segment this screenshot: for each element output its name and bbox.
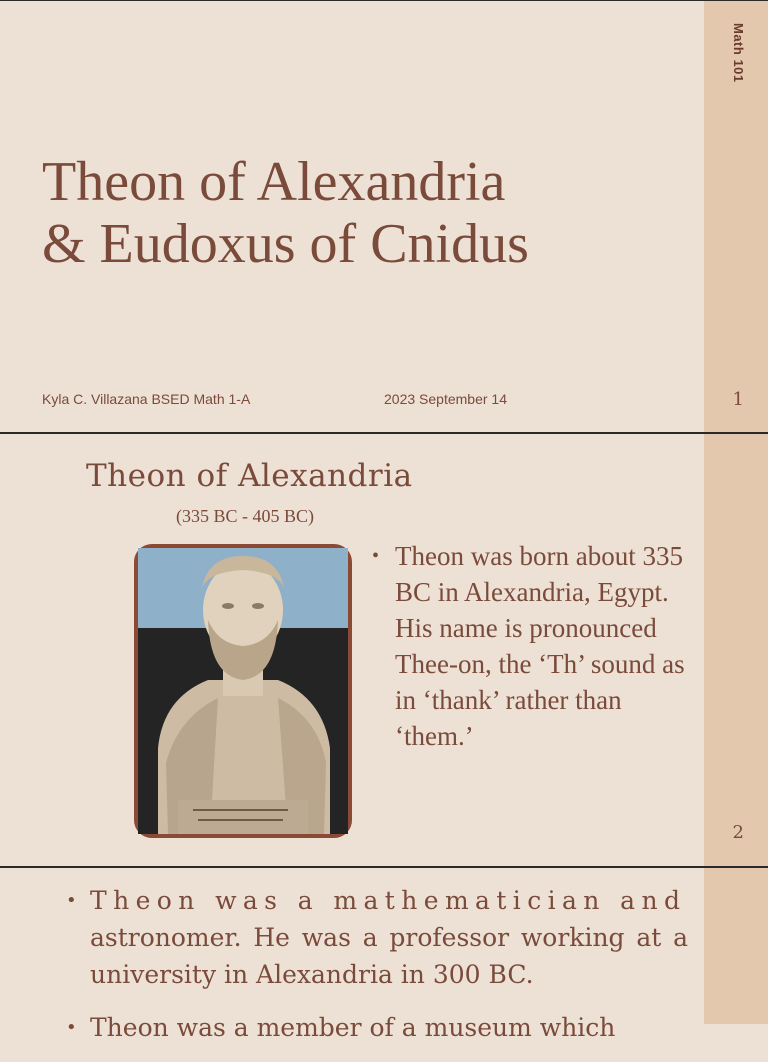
course-label: Math 101 (731, 23, 746, 83)
theon-bust-image (134, 544, 352, 838)
life-dates: (335 BC - 405 BC) (176, 506, 315, 526)
bust-illustration (138, 548, 348, 834)
slide-sidebar (704, 868, 768, 1024)
slide-heading: Theon of Alexandria (86, 458, 413, 494)
slide-sidebar (704, 434, 768, 866)
slide-2 (0, 432, 768, 866)
bullet-item (66, 882, 688, 993)
page-number: 2 (732, 822, 744, 843)
bullet-item: • Theon was born about 335 BC in Alexandria, Egypt. His name is pronounced Thee-on, the ‘Th’ sound as in ‘thank’ rather than ‘them.’ (372, 538, 692, 754)
presentation-title (42, 151, 692, 275)
slide-3 (0, 866, 768, 1042)
bullet-list (66, 882, 688, 1062)
bullet-item: • Theon was a member of a museum which (66, 1009, 688, 1046)
presentation-date: 2023 September 14 (384, 391, 507, 407)
title-line-1: Theon of Alexandria (42, 151, 506, 213)
bullet-first-line: Theon was a mathematician and (90, 886, 687, 915)
author-name: Kyla C. Villazana BSED Math 1-A (42, 391, 251, 407)
page-number: 1 (732, 389, 744, 410)
bullet-continuation: astronomer. He was a professor working at a university in Alexandria in 300 BC. (90, 923, 688, 989)
title-line-2: & Eudoxus of Cnidus (42, 213, 529, 275)
slide-1 (0, 0, 768, 434)
slide-sidebar (704, 1, 768, 434)
bullet-list (372, 538, 692, 754)
